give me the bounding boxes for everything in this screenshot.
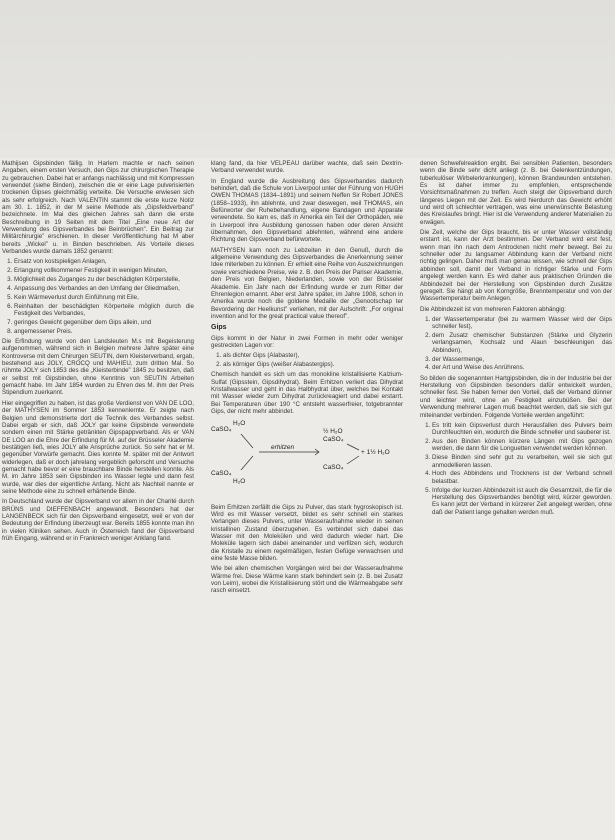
formula-right-top-water: ½ H₂O — [323, 427, 343, 435]
advantages-list — [2, 258, 194, 335]
chemical-formula — [211, 420, 403, 498]
paragraph: MATHYSEN kam noch zu Lebzeiten in den Genuß, durch die allgemeine Verwendung des Gipsverbandes die Anerkennung seiner Idee miterleben zu können. Er erhielt eine Reihe von Auszeichnungen sowie verschiedene Preise, wie z. B. den Preis der Pariser Akademie, den Preis von Belgien, Niederlanden, sowie von der Brüsseler Akademie. Ein Jahr nach der Erfindung wurde er zum Ritter der Ehrenlegion ernannt. Aber erst Jahre später, im Jahre 1908, schon in Amerika wurde noch die goldene Medaille der „Genootschap ter Bevordering der Heelkunst” verliehen, mit der Aufschrift: „For original invention and for the great practical value thereof”. — [211, 246, 403, 320]
paragraph: Mathijsen Gipsbinden fällig. In Harlem machte er nach seinen Angaben, einem ersten Versuch, den Gips zur chirurgischen Therapie zu gebrauchen. Dabei hat er anfangs nachlässig und mit Kompressen verwendet (siehe Binden), zwischen die er eine Lage pulverisierten trockenen Gipses gleichmäßig verteilte. Die Versuche erwiesen sich als sehr erfolgreich. Nach VALENTIN stammt die erste kurze Notiz am 30. 1. 1852, in der M seine Methode als „Gipsfeldverband” bezeichnete. Im Mai des gleichen Jahres sah dann die erste Beschreibung in 19 Seiten mit dem Titel „Eine neue Art der Verwendung des Gipsverbandes bei Beinbrüchen”. Ein Beitrag zur Militärchirurgie” erschienen. In dieser Veröffentlichung hat M aber bereits „Wickel” u. in Binden beschrieben. Als Vorteile dieses Verbandes wurde damals 1852 genannt: — [2, 160, 194, 256]
list-item: 1. Ersatz von kostspieligen Anlagen, — [14, 258, 194, 265]
list-item: 3. der Wassermenge, — [432, 356, 612, 363]
list-item: 2. Aus den Binden können kürzere Längen mit Gips gezogen werden, die dann für die Longuetten verwendet werden können. — [432, 438, 612, 453]
list-item: 1. Es tritt kein Gipsverlust durch Herausfallen des Pulvers beim Durchfeuchten ein, wodurch die Binde schneller und sauberer ist. — [432, 422, 612, 437]
formula-right-top: CaSO₄ — [323, 435, 344, 443]
list-item: 6. Reinhalten der beschädigten Körperteile möglich durch die Festigkeit des Verbandes, — [14, 303, 194, 318]
formula-water-released: + 1½ H₂O — [361, 448, 390, 456]
list-item: 1. als dichter Gips (Alabaster), — [223, 352, 403, 359]
list-item: 4. Hoch des Abbindens und Trocknens ist der Verband schnell belastbar. — [432, 470, 612, 485]
list-item: 5. Kein Wärmeverlust durch Einführung mit Eile, — [14, 294, 194, 301]
paragraph: denen Schwefelreaktion ergibt. Bei sensiblen Patienten, besonders wenn die Binde sehr dicht anliegt (z. B. bei Gelenkentzündungen, tuberkulöser Wirbelerkrankungen), können Brandwunden entstehen. Es ist daher immer zu empfehlen, entsprechende Vorsichtsmaßnahmen zu treffen. Auch steigt der Gipsverband durch längeres Liegen mit der Zeit. Es wird hierdurch das Gewicht erhöht und wird oft schlechter vertragen, was eine unerwünschte Belastung des Kreislaufes bringt. Hier ist die Verwendung anderer Materialien zu erwägen. — [420, 160, 612, 226]
text-column-right — [420, 160, 612, 836]
list-item: 8. angemessener Preis. — [14, 328, 194, 335]
list-item: 2. Erlangung vollkommener Festigkeit in wenigen Minuten, — [14, 267, 194, 274]
section-heading-gips: Gips — [211, 324, 227, 332]
paragraph: In Deutschland wurde der Gipsverband vor allem in der Charité durch BRÜNS und DIEFFENBACH angewandt. Besonders hat der LANGENBECK sich für den Gipsverband eingesetzt, weil er von der Bedeutung der Erfindung überzeugt war. Bereits 1855 konnte man ihn in vielen Kliniken sehen. Auch in Österreich fand der Gipsverband früh Eingang, während er in Frankreich weniger Anklang fand. — [2, 498, 194, 542]
list-item: 7. geringes Gewicht gegenüber dem Gips allein, und — [14, 319, 194, 326]
text-column-middle — [211, 160, 403, 836]
formula-left-bottom-water: H₂O — [233, 477, 246, 485]
paragraph: Beim Erhitzen zerfällt die Gips zu Pulver, das stark hygroskopisch ist. Wird es mit Wasser versetzt, bildet es sehr schnell ein starkes Verlangen dieses Pulvers, unter Wasseraufnahme wieder in seinen kristallinen Zustand überzugehen. Es verbindet sich dabei das Wasser mit den Molekülen und wird dadurch wieder hart. Die Moleküle lagern sich dabei aneinander und verfilzen sich, wodurch die Kristalle zu einem regelmäßigen, festen Gefüge verwachsen und eine feste Masse bilden. — [211, 503, 403, 562]
paragraph: Chemisch handelt es sich um das monokline kristallisierte Kalzium-Sulfat (Gipsstein, Gipsdihydrat). Beim Erhitzen verliert das Dihydrat Kristallwasser und geht in das Halbhydrat über, welches bei Kontakt mit Wasser wieder zum Dihydrat zurückreagiert und dabei erstarrt. Bei Temperaturen über 190 °C entsteht wasserfreier, totgebrannter Gips, der nicht mehr abbindet. — [211, 371, 403, 416]
hartgips-advantages-list — [420, 422, 612, 516]
paragraph: Die Zeit, welche der Gips braucht, bis er unter Wasser vollständig erstarrt ist, kann der Arzt bestimmen. Der Verband wird erst fest, wenn man ihn nach dem Antrocknen nicht mehr bewegt. Bei zu schneller oder zu langsamer Abbindung kann der Verband nicht richtig gelingen. Daher muß man genau wissen, wie schnell der Gips abbinden soll, damit der Verband in richtiger Stärke und Form angelegt werden kann. Es wird daher aus praktischen Gründen die Abbindezeit bei der Herstellung von Gipsbinden durch Zusätze geregelt. Sie hängt ab von Korngröße, Brenntemperatur und von der Wassertemperatur beim Anlegen. — [420, 229, 612, 303]
list-item: 2. dem Zusatz chemischer Substanzen (Stärke und Glyzerin verlangsamen, Kochsalz und Alaun beschleunigen das Abbinden), — [432, 332, 612, 354]
formula-brackets — [211, 420, 403, 498]
text-column-left — [2, 160, 194, 836]
paragraph: Gips kommt in der Natur in zwei Formen in mehr oder weniger gestreckten Lagen vor: — [211, 334, 403, 349]
formula-arrow-label: erhitzen — [271, 443, 295, 451]
paragraph: Die Abbindezeit ist von mehreren Faktoren abhängig: — [420, 305, 566, 313]
paragraph: klang fand, da hier VELPEAU darüber wachte, daß sein Dextrin-Verband verwendet wurde. — [211, 160, 403, 175]
gips-forms-list — [211, 352, 403, 368]
list-item: 2. als körniger Gips (weißer Alabastergips). — [223, 361, 403, 368]
list-item: 3. Diese Binden sind sehr gut zu verarbeiten, weil sie sich gut anmodellieren lassen. — [432, 454, 612, 469]
paragraph: Wie bei allen chemischen Vorgängen wird bei der Wasseraufnahme Wärme frei. Diese Wärme kann stark behindert sein (z. B. bei Zusatz von Leim), wobei die Kristallisierung stört und die Wärmeabgabe sehr rasch einsetzt. — [211, 565, 403, 595]
formula-left-top: CaSO₄ — [211, 425, 232, 433]
list-item: 5. Infolge der kurzen Abbindezeit ist auch die Gesamtzeit, die für die Herstellung des Gipsverbandes benötigt wird, kürzer geworden. Es kann jetzt der Verband in kürzerer Zeit angelegt werden, ohne daß der Patient lange gehalten werden muß. — [432, 487, 612, 516]
list-item: 4. Anpassung des Verbandes an den Umfang der Gliedmaßen, — [14, 285, 194, 292]
faded-header-area — [0, 0, 615, 158]
paragraph: In England wurde die Ausbreitung des Gipsverbandes dadurch behindert, daß die Schule von Liverpool unter der Führung von HUGH OWEN THOMAS (1834–1891) und seinem Neffen Sir Robert JONES (1858–1933), ihn ablehnte, und zwar deswegen, weil THOMAS, ein Befürworter der Ruhebehandlung, eigene Bandagen und Apparate verwendete. So kam es, daß in Amerika ein Teil der Orthopäden, wie in Liverpool ihre Ausbildung genossen haben oder deren Ansicht übernahmen, den Gipsverband ablehnten, während eine andere Richtung den Gipsverband befürwortete. — [211, 177, 403, 244]
formula-right-bottom: CaSO₄ — [323, 463, 344, 471]
factors-list — [420, 316, 612, 372]
list-item: 3. Möglichkeit des Zuganges zu der beschädigten Körperstelle, — [14, 276, 194, 283]
paragraph: So bilden die sogenannten Hartgipsbinden, die in der Industrie bei der Herstellung von Gipsbinden besonders dafür entwickelt wurden, schneller fest. Sie haben ferner den Vorteil, daß der Verband dünner und leichter wird, ohne an Festigkeit einzubüßen. Bei der Verwendung mehrerer Lagen muß beachtet werden, daß sie sich gut miteinander verbinden. Folgende Vorteile werden angeführt: — [420, 374, 612, 419]
formula-left-top-water: H₂O — [233, 419, 246, 427]
list-item: 1. der Wassertemperatur (bei zu warmem Wasser wird der Gips schneller fest), — [432, 316, 612, 331]
paragraph: Die Erfindung wurde von den Landsleuten M.s mit Begeisterung aufgenommen, während sich in Belgien mehrere Jahre später eine Kontroverse mit dem Chirurgen SEUTIN, dem Kleisterverband, ergab, bestehend aus JOLY, CROCQ und MAHIEU, zum dritten Mal. So rühmte JOLY sich 1853 des die „Kleisterbinde” 1845 zu besitzen, daß er selbst mit Gipsbinden, ohne Kenntnis von SEUTIN Arbeiten gemacht habe. Im Jahr 1854 wurden zu Ehren des M. ihm der Preis Stipendium zuerkannt. — [2, 338, 194, 397]
paragraph: Hier eingegriffen zu haben, ist das große Verdienst von VAN DE LOO, der MATHYSEN im Sommer 1853 kennenlernte. Er zeigte nach Belgien und demonstrierte dort die Technik des Verbandes selbst. Dabei ergab er sich, daß JOLY gar keine Gipsbinde verwendete sondern einen mit Stärke getränkten Gipspappverband. Als er VAN DE LOO an die Ehre der Erfindung für M. auf der Brüsseler Akademie bestätigen ließ, wies JOLY alle Ansprüche zurück. So sehr hat er M. gegenüber Vorwürfe gemacht. Dies konnte M. später mit der Antwort widerlegen, daß er doch jahrelang vergeblich geforscht und Versuche gemacht habe bevor er eine brauchbare Binde herstellen konnte. Als M. im Jahre 1853 sein Gipsbinden ins Wasser legte und dann fest wurde, war dies der eigentliche Anfang. Nicht als Nachteil nannte er seine Methode eine zu schnell erhärtende Binde. — [2, 399, 194, 495]
formula-left-bottom: CaSO₄ — [211, 469, 232, 477]
list-item: 4. der Art und Weise des Anrührens. — [432, 364, 612, 371]
